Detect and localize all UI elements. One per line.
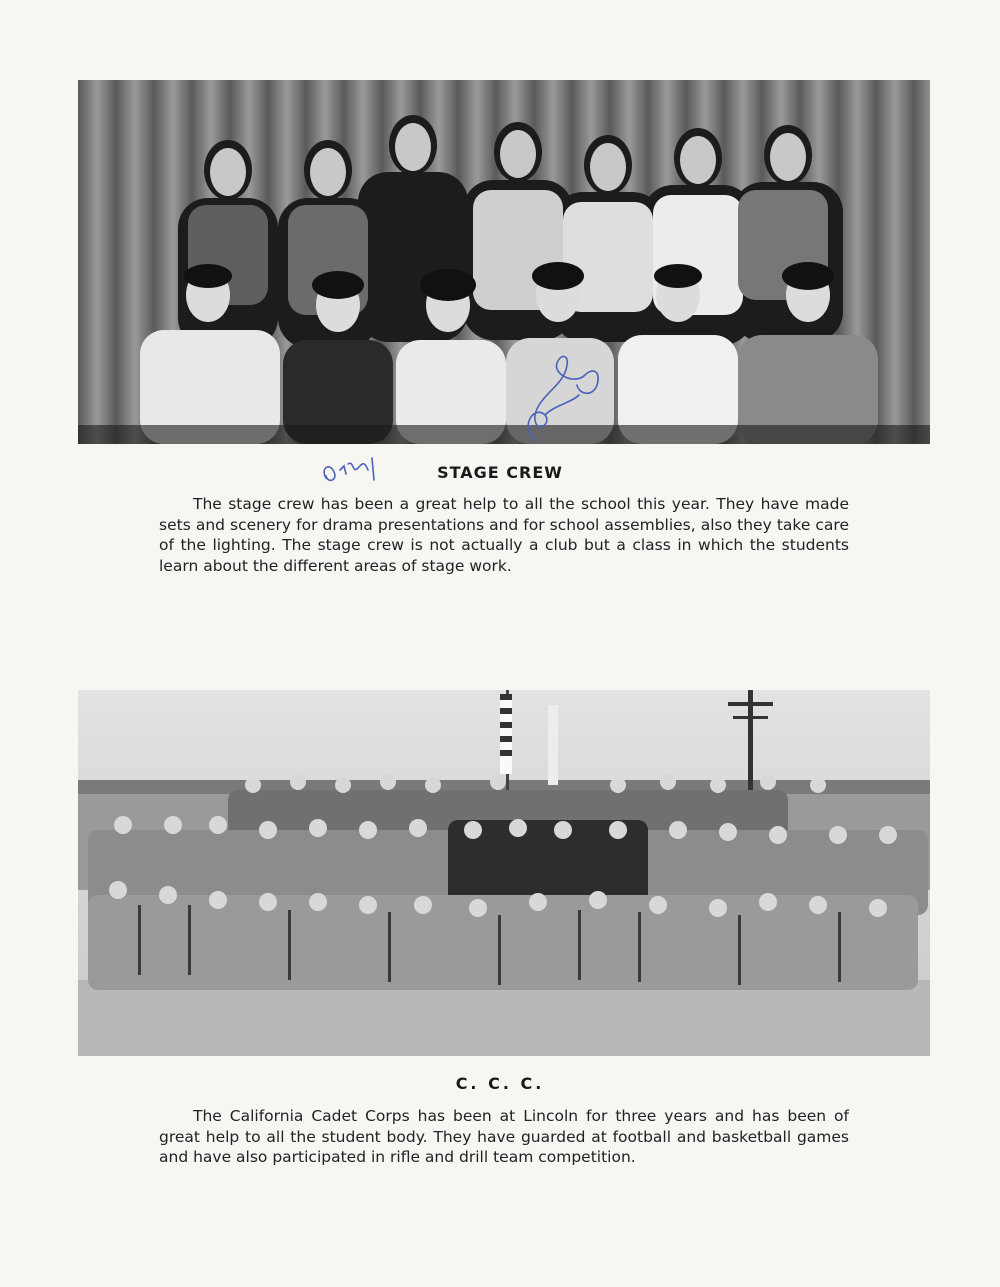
ccc-heading: C. C. C. [455, 1074, 545, 1093]
second-flag [548, 705, 558, 785]
flag-icon [500, 694, 512, 774]
ccc-photo [78, 690, 930, 1056]
stage-crew-photo [78, 80, 930, 444]
ground [78, 980, 930, 1056]
stage-crew-heading: STAGE CREW [437, 463, 563, 482]
stage-crew-caption: The stage crew has been a great help to all the school this year. They have made sets and scenery for drama presentations and for school assemblies, also they take care of the lighting. The stage crew is not actually a club but a class in which the students learn about the different areas of stage work. [159, 495, 849, 575]
ccc-photo-illustration [78, 690, 930, 1056]
ccc-caption: The California Cadet Corps has been at Lincoln for three years and has been of great help to all the student body. They have guarded at football and basketball games and have also participated in rifle and drill team competition. [159, 1107, 849, 1166]
stage-crew-photo-illustration [78, 80, 930, 444]
